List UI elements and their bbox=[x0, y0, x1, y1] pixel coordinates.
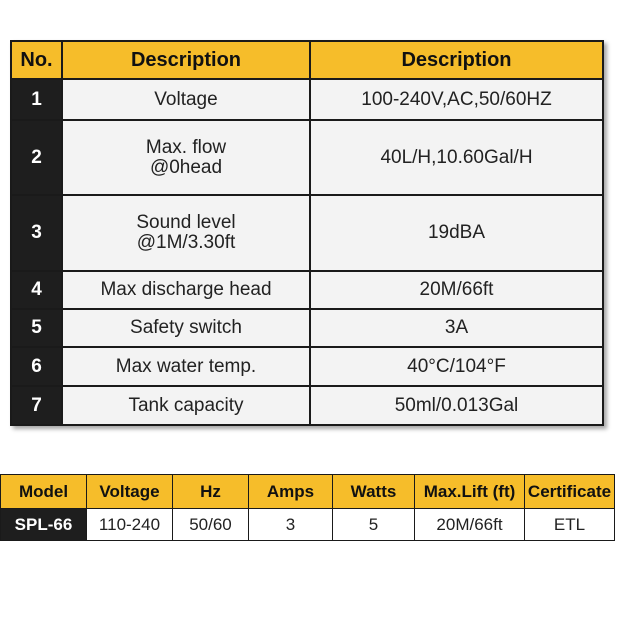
row-number: 3 bbox=[11, 195, 62, 271]
item-line: Voltage bbox=[154, 88, 218, 110]
header-hz: Hz bbox=[173, 475, 249, 509]
model-table bbox=[0, 474, 615, 541]
model-name: SPL-66 bbox=[1, 509, 87, 541]
table-row bbox=[11, 271, 603, 309]
row-item bbox=[62, 271, 310, 309]
specification-table bbox=[10, 40, 604, 426]
model-hz: 50/60 bbox=[173, 509, 249, 541]
model-watts: 5 bbox=[333, 509, 415, 541]
row-number: 4 bbox=[11, 271, 62, 309]
header-description-value: Description bbox=[310, 41, 603, 79]
header-voltage: Voltage bbox=[87, 475, 173, 509]
row-item bbox=[62, 120, 310, 195]
item-line: Sound level bbox=[136, 212, 236, 233]
header-watts: Watts bbox=[333, 475, 415, 509]
table-row bbox=[11, 309, 603, 347]
item-line: Max. flow bbox=[145, 136, 227, 158]
row-number: 7 bbox=[11, 386, 62, 425]
item-line: Max discharge head bbox=[100, 279, 272, 300]
row-value: 3A bbox=[310, 309, 603, 347]
model-header-row bbox=[1, 475, 615, 509]
table-row bbox=[11, 386, 603, 425]
item-line: @1M/3.30ft bbox=[136, 232, 236, 253]
header-model: Model bbox=[1, 475, 87, 509]
header-description: Description bbox=[62, 41, 310, 79]
row-number: 6 bbox=[11, 347, 62, 386]
row-number: 5 bbox=[11, 309, 62, 347]
row-value: 19dBA bbox=[310, 195, 603, 271]
row-item bbox=[62, 347, 310, 386]
row-value: 100-240V,AC,50/60HZ bbox=[310, 79, 603, 120]
table-row bbox=[11, 347, 603, 386]
model-certificate: ETL bbox=[525, 509, 615, 541]
spec-header-row bbox=[11, 41, 603, 79]
model-amps: 3 bbox=[249, 509, 333, 541]
item-line: Safety switch bbox=[130, 317, 242, 338]
row-item bbox=[62, 309, 310, 347]
row-value: 40L/H,10.60Gal/H bbox=[310, 120, 603, 195]
row-item bbox=[62, 195, 310, 271]
item-line: Tank capacity bbox=[128, 394, 244, 416]
row-item bbox=[62, 386, 310, 425]
header-certificate: Certificate bbox=[525, 475, 615, 509]
row-number: 1 bbox=[11, 79, 62, 120]
header-no: No. bbox=[11, 41, 62, 79]
item-line: Max water temp. bbox=[115, 355, 257, 377]
table-row bbox=[11, 120, 603, 195]
table-row bbox=[11, 195, 603, 271]
row-value: 50ml/0.013Gal bbox=[310, 386, 603, 425]
header-amps: Amps bbox=[249, 475, 333, 509]
table-row bbox=[11, 79, 603, 120]
row-number: 2 bbox=[11, 120, 62, 195]
header-max-lift: Max.Lift (ft) bbox=[415, 475, 525, 509]
row-value: 20M/66ft bbox=[310, 271, 603, 309]
row-item bbox=[62, 79, 310, 120]
model-max-lift: 20M/66ft bbox=[415, 509, 525, 541]
row-value: 40°C/104°F bbox=[310, 347, 603, 386]
table-row bbox=[1, 509, 615, 541]
item-line: @0head bbox=[149, 156, 223, 178]
model-voltage: 110-240 bbox=[87, 509, 173, 541]
